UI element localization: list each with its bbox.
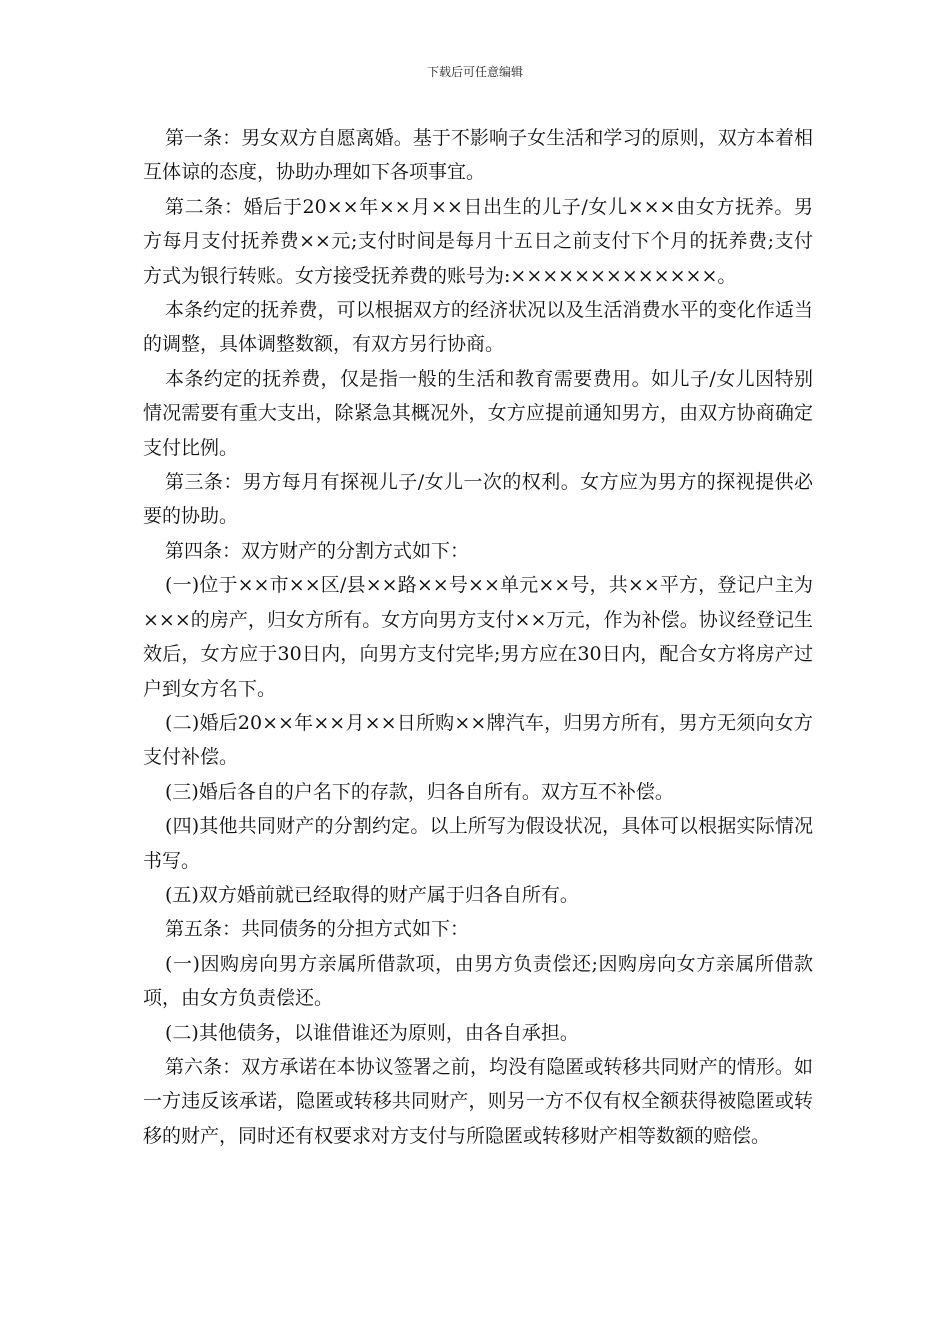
paragraph-debt-housing: (一)因购房向男方亲属所借款项，由男方负责偿还;因购房向女方亲属所借款项，由女方负责偿还。 [143, 952, 813, 1010]
paragraph-article-3: 第三条：男方每月有探视儿子/女儿一次的权利。女方应为男方的探视提供必要的协助。 [143, 471, 813, 528]
paragraph-property-car: (二)婚后20××年××月××日所购××牌汽车，归男方所有，男方无须向女方支付补偿。 [143, 711, 813, 769]
paragraph-article-4: 第四条：双方财产的分割方式如下： [165, 539, 470, 562]
paragraph-property-deposits: (三)婚后各自的户名下的存款，归各自所有。双方互不补偿。 [165, 780, 674, 803]
paragraph-debt-other: (二)其他债务，以谁借谁还为原则，由各自承担。 [165, 1021, 579, 1044]
page-header: 下载后可任意编辑 [426, 65, 523, 79]
paragraph-property-house: (一)位于××市××区/县××路××号××单元××号，共××平方，登记户主为×××的房产，归女方所有。女方向男方支付××万元，作为补偿。协议经登记生效后，女方应于30日内，向男方支付完毕;男方应在30日内，配合女方将房产过户到女方名下。 [143, 574, 813, 700]
paragraph-article-5: 第五条：共同债务的分担方式如下： [165, 918, 470, 941]
paragraph-support-scope: 本条约定的抚养费，仅是指一般的生活和教育需要费用。如儿子/女儿因特别情况需要有重大支出，除紧急其概况外，女方应提前通知男方，由双方协商确定支付比例。 [143, 367, 813, 459]
paragraph-article-2: 第二条：婚后于20××年××月××日出生的儿子/女儿×××由女方抚养。男方每月支付抚养费××元;支付时间是每月十五日之前支付下个月的抚养费;支付方式为银行转账。女方接受抚养费的账号为:×××××××××××××。 [143, 195, 813, 287]
paragraph-article-1: 第一条：男女双方自愿离婚。基于不影响子女生活和学习的原则，双方本着相互体谅的态度，协助办理如下各项事宜。 [143, 127, 813, 184]
document-body [143, 121, 813, 1153]
paragraph-property-premarital: (五)双方婚前就已经取得的财产属于归各自所有。 [165, 883, 579, 906]
paragraph-support-adjustment: 本条约定的抚养费，可以根据双方的经济状况以及生活消费水平的变化作适当的调整，具体调整数额，有双方另行协商。 [143, 299, 813, 356]
paragraph-property-other: (四)其他共同财产的分割约定。以上所写为假设状况，具体可以根据实际情况书写。 [143, 815, 813, 872]
paragraph-article-6: 第六条：双方承诺在本协议签署之前，均没有隐匿或转移共同财产的情形。如一方违反该承诺，隐匿或转移共同财产，则另一方不仅有权全额获得被隐匿或转移的财产，同时还有权要求对方支付与所隐匿或转移财产相等数额的赔偿。 [143, 1055, 813, 1147]
